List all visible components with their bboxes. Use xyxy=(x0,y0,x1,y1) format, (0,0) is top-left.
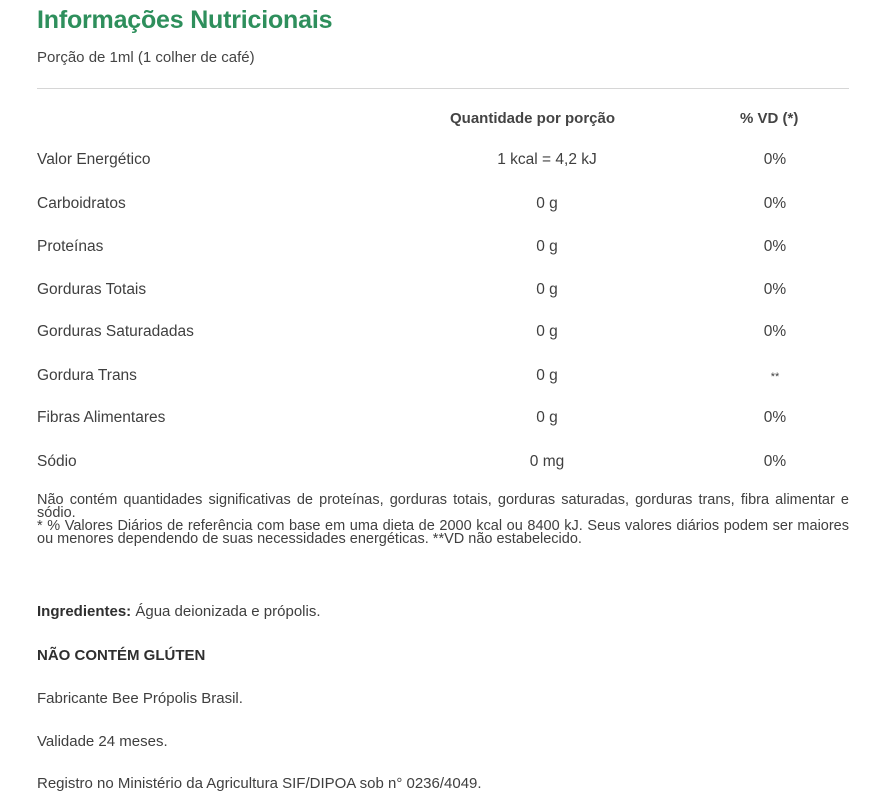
gluten-statement: NÃO CONTÉM GLÚTEN xyxy=(37,647,206,664)
nutrient-quantity: 0 g xyxy=(536,281,558,298)
nutrient-name: Valor Energético xyxy=(37,151,151,168)
table-row xyxy=(0,281,887,305)
table-row xyxy=(0,409,887,433)
registry: Registro no Ministério da Agricultura SIF/DIPOA sob n° 0236/4049. xyxy=(37,775,482,792)
table-row xyxy=(0,195,887,219)
manufacturer: Fabricante Bee Própolis Brasil. xyxy=(37,690,243,707)
footnotes xyxy=(37,494,849,546)
page-title: Informações Nutricionais xyxy=(37,6,333,34)
table-row xyxy=(0,151,887,175)
nutrient-daily-value: 0% xyxy=(763,409,787,426)
table-row xyxy=(0,238,887,262)
table-row xyxy=(0,367,887,391)
footnote-significance: Não contém quantidades significativas de proteínas, gorduras totais, gorduras saturadas, gorduras trans, fibra alimentar e sódio. xyxy=(37,492,849,521)
nutrient-daily-value: 0% xyxy=(763,453,787,470)
nutrient-name: Sódio xyxy=(37,453,77,470)
nutrient-quantity: 1 kcal = 4,2 kJ xyxy=(497,151,597,168)
nutrient-daily-value: 0% xyxy=(763,281,787,298)
table-row xyxy=(0,323,887,347)
nutrient-name: Proteínas xyxy=(37,238,104,255)
nutrient-quantity: 0 g xyxy=(536,323,558,340)
nutrient-name: Gorduras Totais xyxy=(37,281,147,298)
nutrient-daily-value: ** xyxy=(770,371,780,383)
ingredients-label: Ingredientes: xyxy=(37,603,132,620)
ingredients-text: Água deionizada e própolis. xyxy=(131,603,321,620)
nutrient-quantity: 0 g xyxy=(536,409,558,426)
nutrient-name: Gorduras Saturadadas xyxy=(37,323,194,340)
nutrient-quantity: 0 mg xyxy=(529,453,565,470)
ingredients xyxy=(37,603,321,620)
column-header-quantity: Quantidade por porção xyxy=(450,110,616,127)
table-row xyxy=(0,453,887,477)
nutrient-daily-value: 0% xyxy=(763,151,787,168)
nutrient-daily-value: 0% xyxy=(763,323,787,340)
nutrient-name: Gordura Trans xyxy=(37,367,137,384)
nutrient-name: Carboidratos xyxy=(37,195,126,212)
nutrient-daily-value: 0% xyxy=(763,195,787,212)
nutrient-quantity: 0 g xyxy=(536,238,558,255)
column-header-daily-value: % VD (*) xyxy=(740,110,799,127)
footnote-daily-values: * % Valores Diários de referência com base em uma dieta de 2000 kcal ou 8400 kJ. Seus valores diários podem ser maiores ou menores dependendo de suas necessidades energéticas. **VD não estabelecido. xyxy=(37,518,849,547)
validity: Validade 24 meses. xyxy=(37,733,168,750)
divider xyxy=(37,88,849,89)
portion-size: Porção de 1ml (1 colher de café) xyxy=(37,49,255,66)
nutrient-name: Fibras Alimentares xyxy=(37,409,166,426)
nutrient-daily-value: 0% xyxy=(763,238,787,255)
nutrient-quantity: 0 g xyxy=(536,367,558,384)
nutrient-quantity: 0 g xyxy=(536,195,558,212)
